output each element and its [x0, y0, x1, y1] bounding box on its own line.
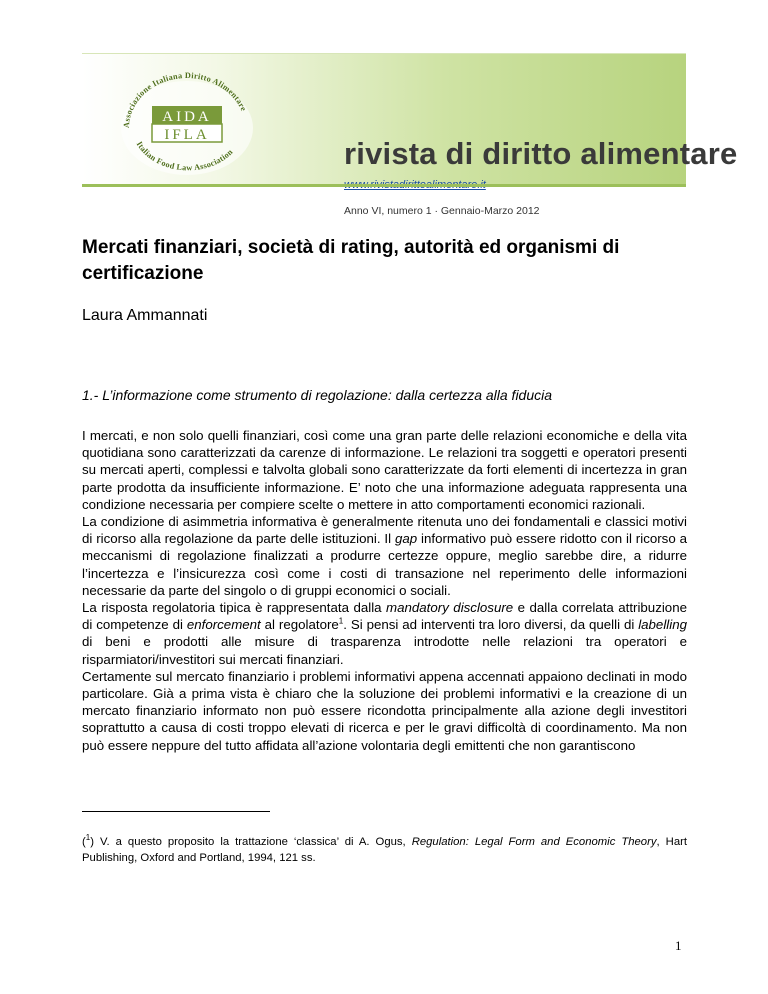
footnote-1: ($^1$) V. a questo proposito la trattazione ‘classica’ di A. Ogus, Regulation: Legal Form and Economic Theory, Hart Publishing, Oxford and Portland, 1994, 121 ss. [82, 833, 688, 864]
term-enforcement: enforcement [186, 617, 261, 633]
paragraph-3: La risposta regolatoria tipica è rappresentata dalla mandatory disclosure e dalla correlata attribuzione di competenze di enforcement al regolatore$^1$. Si pensi ad interventi tra loro diversi, da quelli di labelling di beni e prodotti alle misure di trasparenza introdotte nelle relazioni tra operatori e risparmiatori/investitori sui mercati finanziari. [82, 600, 687, 667]
magazine-title: rivista di diritto alimentare [344, 136, 738, 171]
footnote-separator [82, 811, 270, 812]
article-body [82, 427, 687, 754]
logo-ring-bottom: Italian Food Law Association [134, 139, 235, 173]
issue-info: Anno VI, numero 1 · Gennaio-Marzo 2012 [344, 205, 540, 217]
banner-divider [82, 184, 686, 187]
article-title: Mercati finanziari, società di rating, autorità ed organismi di certificazione [82, 237, 620, 284]
term-mandatory-disclosure: mandatory disclosure [386, 600, 514, 616]
journal-header-banner [82, 53, 738, 217]
logo-aida: AIDA [162, 109, 212, 125]
footnote-mark: 1 [85, 833, 91, 843]
paragraph-1: I mercati, e non solo quelli finanziari, così come una gran parte delle relazioni economiche e della vita quotidiana sono caratterizzati da carenze di informazione. Le relazioni tra soggetti e operatori presenti su mercati aperti, complessi e talvolta globali sono caratterizzate da forti elementi di incertezza in gran parte prodotta da insufficiente informazione. E’ noto che una informazione adeguata rappresenta una condizione necessaria per compiere scelte o mettere in atto comportamenti economici razionali. [82, 428, 687, 512]
aida-ifla-logo [104, 66, 270, 176]
page-number: 1 [675, 938, 682, 953]
term-labelling: labelling [638, 617, 687, 633]
logo-ring-top: Associazione Italiana Diritto Alimentare [121, 70, 249, 129]
term-gap: gap [394, 531, 418, 547]
paragraph-2: La condizione di asimmetria informativa è generalmente ritenuta uno dei fondamentali e classici motivi di ricorso alla regolazione da parte delle istituzioni. Il gap informativo può essere ridotto con il ricorso a meccanismi di regolazione finalizzati a produrre certezze oppure, meglio sarebbe dire, a ridurre l’incertezza e l’insicurezza così come i costi di transazione nel reperimento delle informazioni necessarie da parte del singolo o di gruppi economici o sociali. [82, 514, 687, 598]
paragraph-4: Certamente sul mercato finanziario i problemi informativi appena accennati appaiono declinati in modo particolare. Già a prima vista è chiaro che la soluzione dei problemi informativi e la creazione di un mercato finanziario informato non può essere ricondotta principalmente alla azione degli investitori soprattutto a causa di costi troppo elevati di ricerca e per le gravi difficoltà di coordinamento. Ma non può essere neppure del tutto affidata all’azione volontaria degli emittenti che non garantiscono [82, 668, 687, 753]
footnote-reference[interactable]: 1 [338, 616, 344, 626]
section-heading: 1.- L’informazione come strumento di regolazione: dalla certezza alla fiducia [82, 387, 553, 403]
footnote-book-title: Regulation: Legal Form and Economic Theory [411, 836, 657, 848]
logo-ifla: IFLA [164, 127, 210, 143]
article-author: Laura Ammannati [82, 307, 208, 324]
